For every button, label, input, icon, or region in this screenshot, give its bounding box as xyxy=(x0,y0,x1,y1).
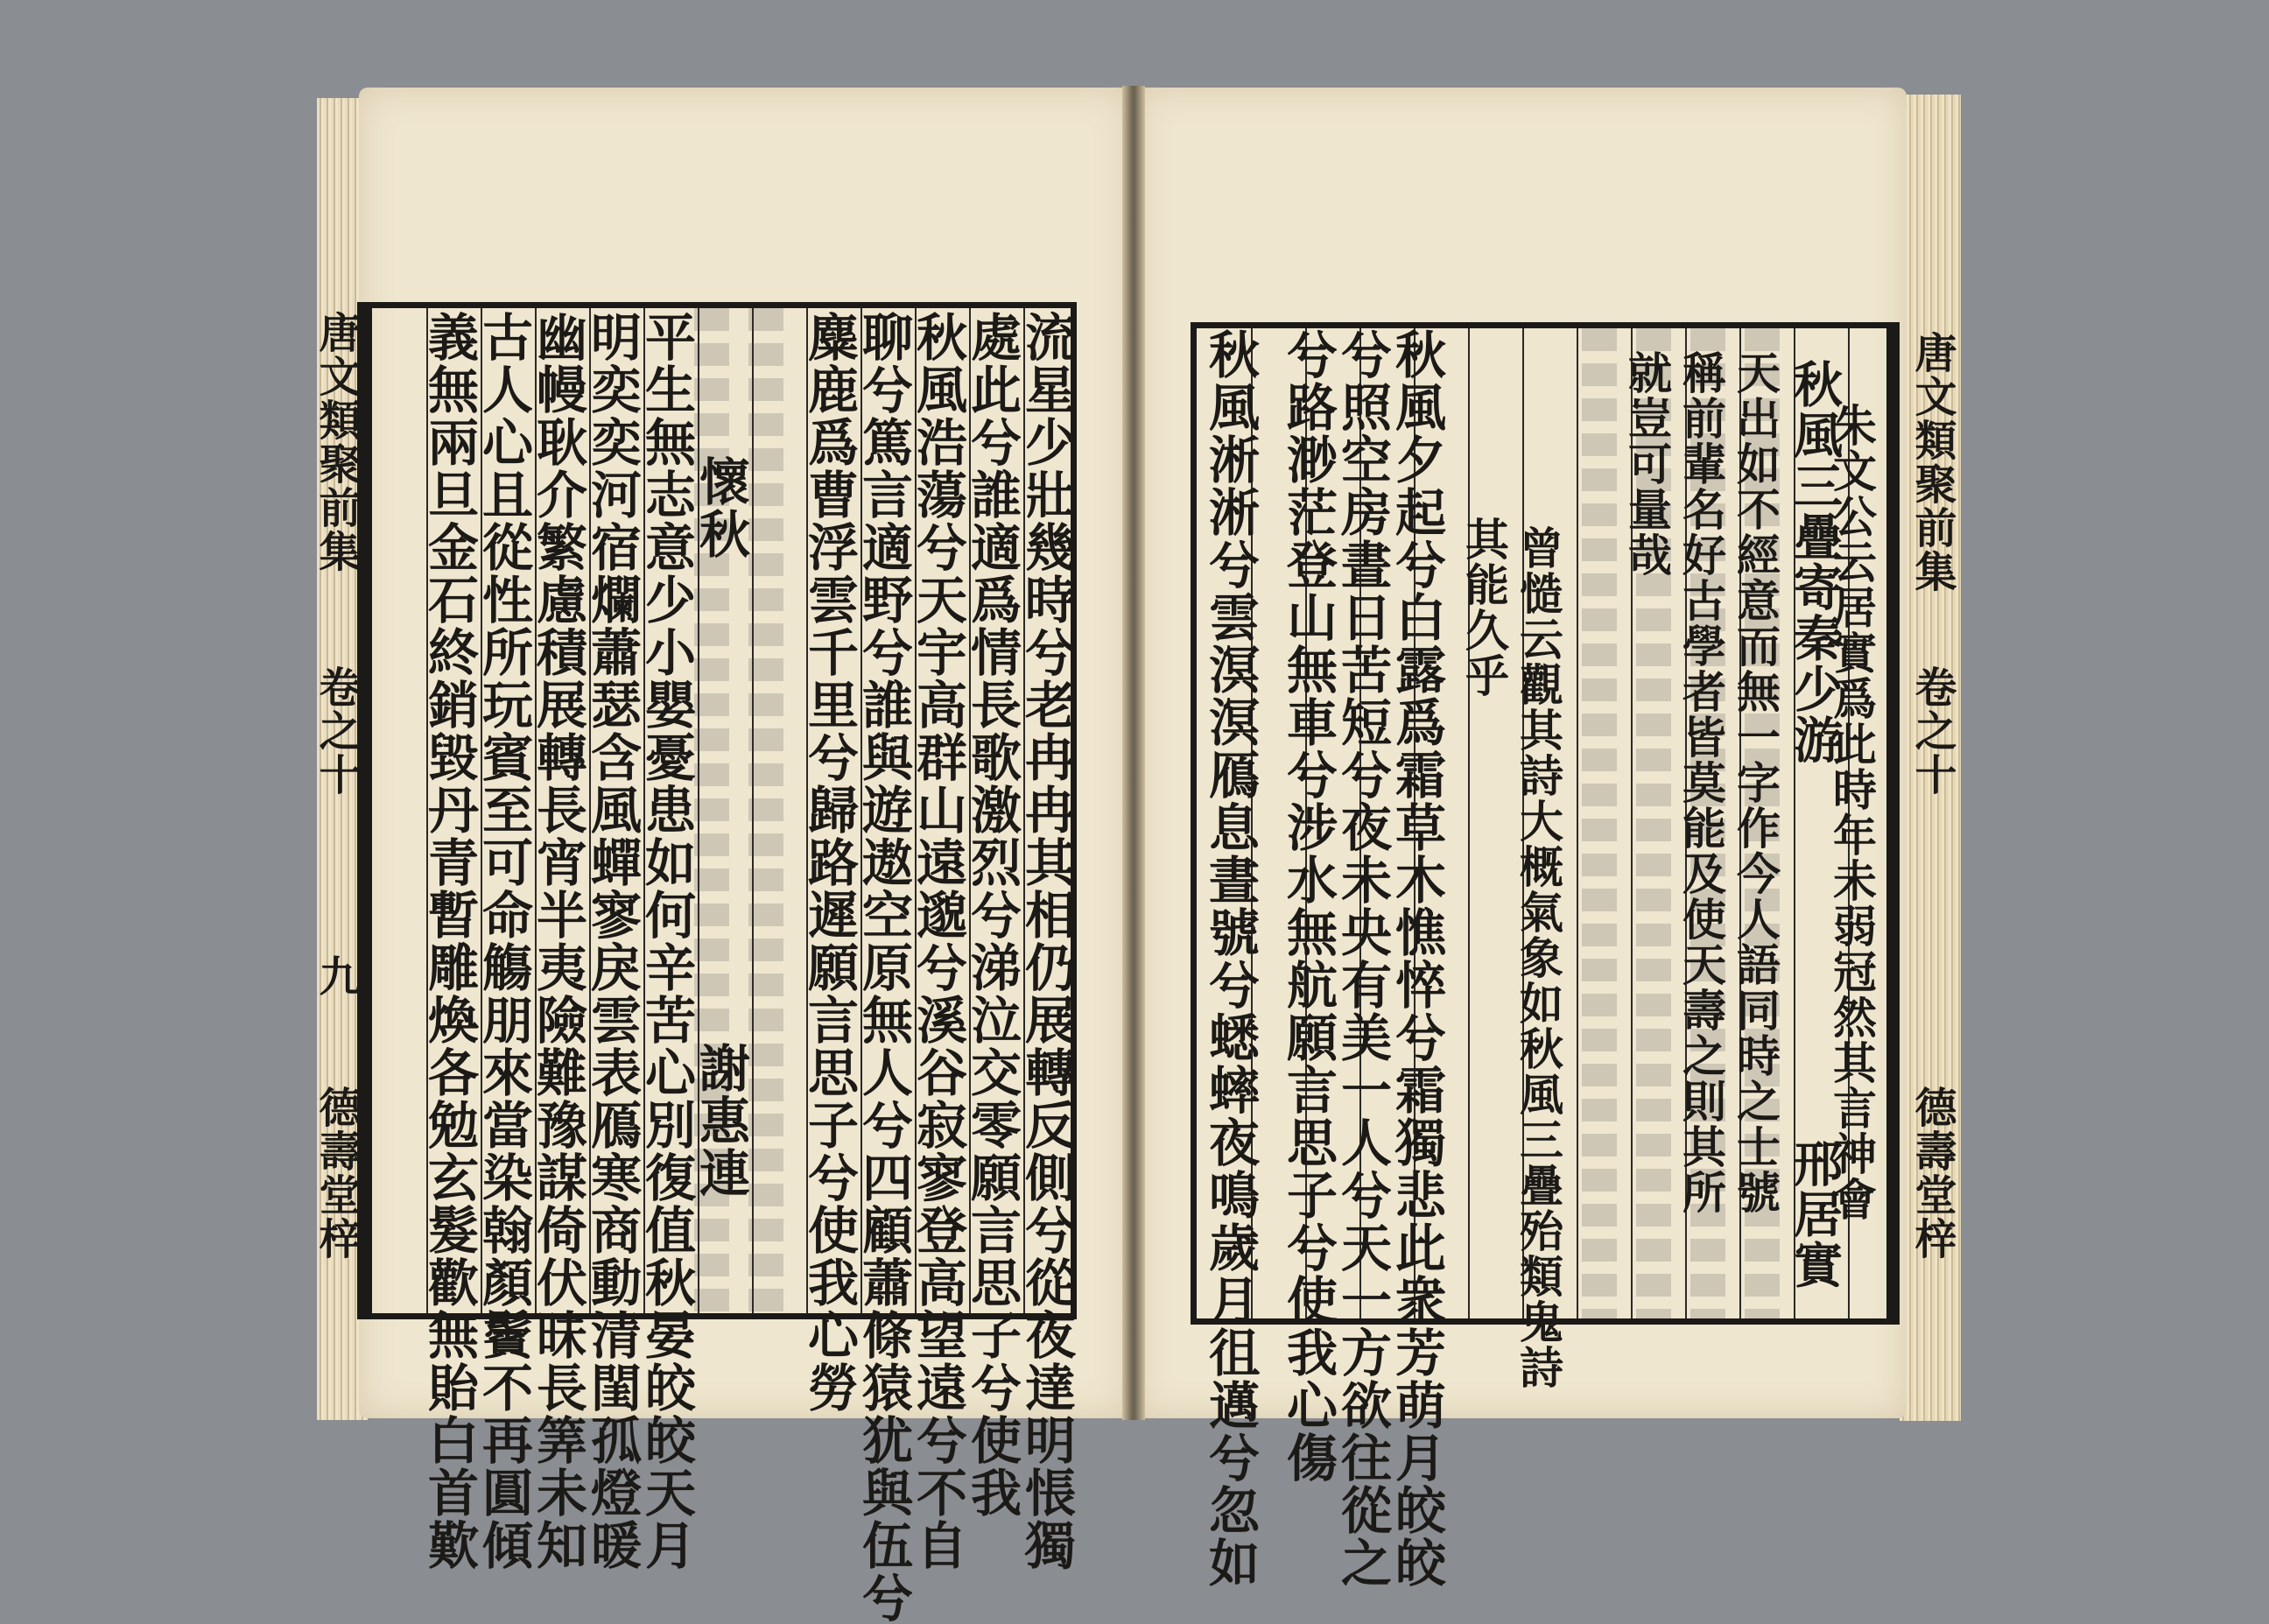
text-column: 麋鹿爲曹浮雲千里兮歸路遲願言思子兮使我心勞 xyxy=(799,311,859,1414)
text-column: 義無兩旦金石終銷毀丹青暫雕煥各勉玄髮歡無貽白首歎 xyxy=(419,311,479,1571)
bleed-through-shadow xyxy=(748,308,783,1313)
commentary-column: 朱文公云居實爲此時年未弱冠然其言神會 xyxy=(1826,403,1878,1222)
commentary-column: 稱前輩名好古學者皆莫能及使天壽之則其所 xyxy=(1675,350,1727,1215)
text-column: 兮照空房晝日苦短兮夜未央有美一人兮天一方欲往從之 xyxy=(1332,328,1392,1589)
left-margin-page: 九 xyxy=(312,954,361,998)
poem-author: 謝惠連 xyxy=(691,1042,750,1199)
left-margin-publisher: 德壽堂梓 xyxy=(312,1086,361,1261)
text-column: 處此兮誰適爲情長歌激烈兮涕泣交零願言思子兮使我 xyxy=(962,311,1022,1519)
poem-title: 秋風三疊寄秦少游 xyxy=(1786,359,1844,765)
left-margin-title: 唐文類聚前集 xyxy=(312,311,361,573)
book-gutter xyxy=(1122,86,1145,1420)
right-margin-publisher: 德壽堂梓 xyxy=(1907,1086,1956,1261)
text-column: 流星少壯幾時兮老冉冉其相仍展轉反側兮從夜達明悵獨 xyxy=(1016,311,1076,1571)
right-margin-volume: 卷之十 xyxy=(1907,665,1956,797)
text-column: 聊兮篤言適野兮誰與遊遨空原無人兮四顧蕭條猿犹與伍兮 xyxy=(854,311,913,1624)
poem-author: 邢居實 xyxy=(1786,1138,1844,1290)
text-column: 兮路渺茫登山無車兮涉水無航願言思子兮使我心傷 xyxy=(1278,328,1338,1484)
commentary-column: 曾慥云觀其詩大概氣象如秋風三疊殆類鬼詩 xyxy=(1513,525,1564,1390)
bleed-through-shadow xyxy=(1582,328,1617,1318)
column-rule xyxy=(1468,328,1470,1318)
commentary-column: 其能久乎 xyxy=(1458,517,1510,699)
right-margin-border xyxy=(1891,322,1900,1325)
poem-title: 懷秋 xyxy=(691,455,750,560)
text-column: 秋風淅淅兮雲溟溟鴈息晝號兮蟋蟀夜鳴歲月徂邁兮忽如 xyxy=(1200,328,1260,1589)
text-column: 明奕奕河宿爛蕭瑟含風蟬寥戾雲表鴈寒商動清閨孤燈暖 xyxy=(582,311,642,1571)
commentary-column: 就豈可量哉 xyxy=(1621,350,1673,578)
commentary-column: 天出如不經意而無一字作今人語同時之士號 xyxy=(1730,350,1781,1215)
right-margin-title: 唐文類聚前集 xyxy=(1907,331,1956,594)
text-column: 幽幔耿介繁慮積展轉長宵半夷險難豫謀倚伏昧長筭未知 xyxy=(528,311,587,1571)
text-column: 古人心且從性所玩賓至可命觴朋來當染翰顏鬢不再圓傾 xyxy=(474,311,533,1571)
text-column: 秋風浩蕩兮天宇高群山遠邈兮溪谷寂寥登高望遠兮不自 xyxy=(908,311,967,1571)
left-margin-volume: 卷之十 xyxy=(312,665,361,797)
column-rule xyxy=(1577,328,1578,1318)
text-column: 平生無志意少小嬰憂患如何辛苦心別復值秋晏皎皎天月 xyxy=(636,311,696,1571)
text-column: 秋風夕起兮白露爲霜草木憔悴兮霜獨悲此衆芳萌月皎皎 xyxy=(1387,328,1446,1589)
